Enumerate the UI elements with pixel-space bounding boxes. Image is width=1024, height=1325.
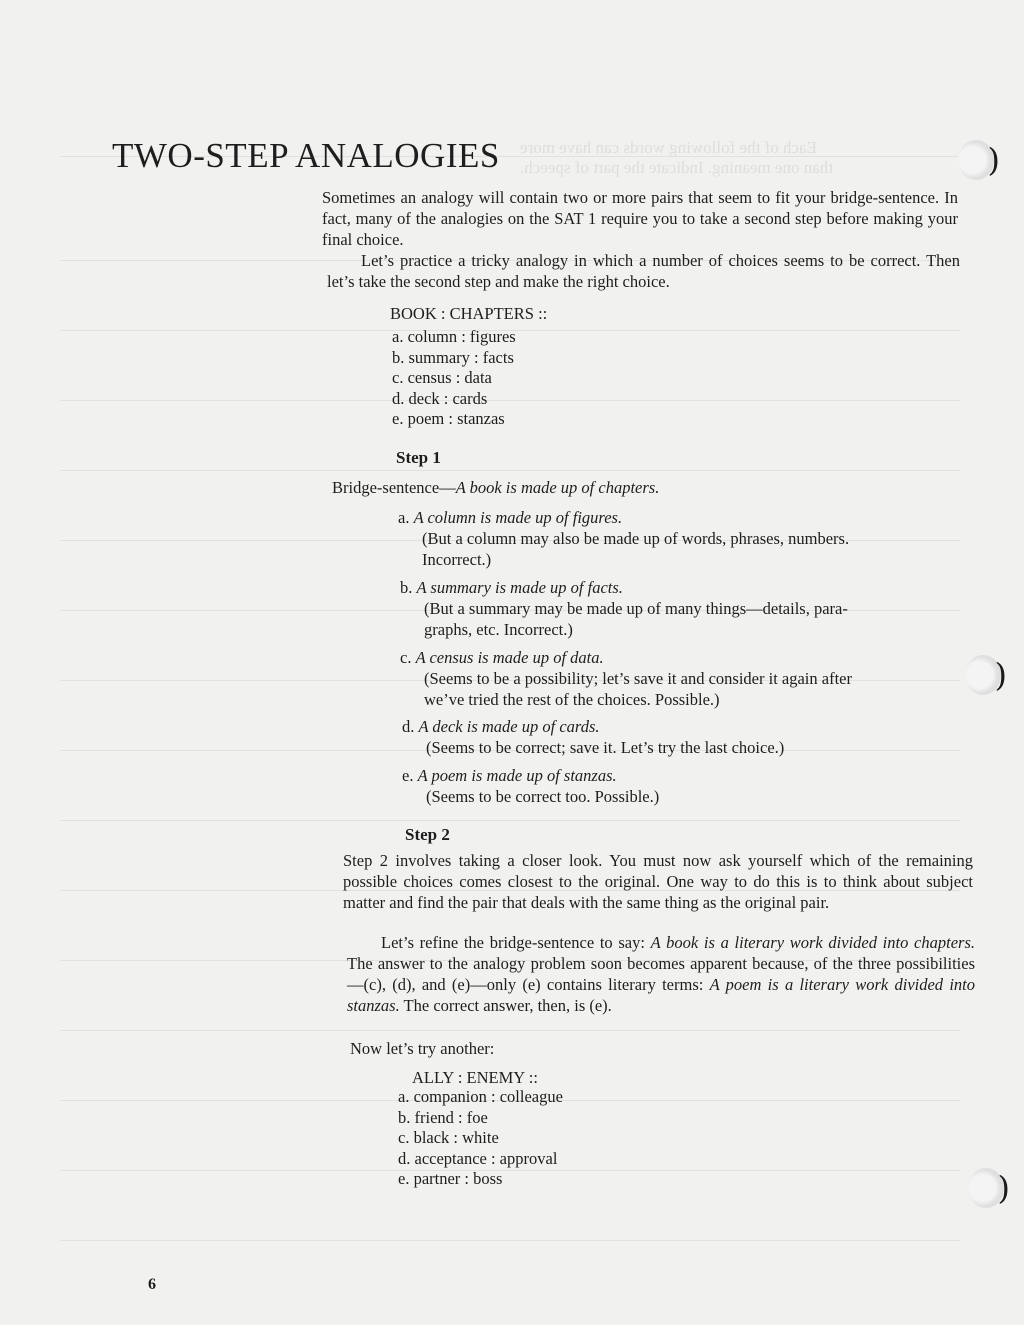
step-2-paragraph: Step 2 involves taking a closer look. You must now ask yourself which of the remaining possible choices comes closest to the original. One way to do this is to think about subject matter and find the pair that deals with the same thing as the original pair.: [343, 851, 973, 912]
answer-options: [392, 327, 516, 430]
answer-option: c. census : data: [392, 368, 492, 387]
answer-option: b. friend : foe: [398, 1107, 488, 1127]
step-1-heading: Step 1: [396, 448, 441, 467]
step-2-explanation: Let’s refine the bridge-sentence to say: A book is a literary work divided into chapters. The answer to the analogy problem soon becomes apparent because, of the three possibilities—(c), (d), and (e)—only (e) contains literary terms: A poem is a literary work divided into stanzas. The correct answer, then, is (e).: [347, 933, 975, 1015]
another-lead: Now let’s try another:: [350, 1039, 495, 1058]
answer-option: d. acceptance : approval: [398, 1148, 558, 1168]
analogy-stem-2: ALLY : ENEMY ::: [412, 1068, 538, 1087]
answer-option: a. companion : colleague: [398, 1087, 563, 1106]
answer-option: b. summary : facts: [392, 347, 514, 367]
choice-explanation: a. A column is made up of figures. (But a column may also be made up of words, phrases, numbers. Incorrect.): [398, 508, 850, 569]
answer-option: e. partner : boss: [398, 1169, 503, 1188]
bridge-sentence: Bridge-sentence—A book is made up of chapters.: [332, 478, 660, 497]
binder-ring-icon: ): [968, 1168, 1004, 1208]
binder-ring-icon: ): [965, 655, 1001, 695]
answer-option: e. poem : stanzas: [392, 409, 505, 428]
page-number: 6: [148, 1276, 156, 1293]
answer-options-2: [398, 1087, 563, 1190]
intro-paragraph-2: Let’s practice a tricky analogy in which a number of choices seems to be correct. Then let’s take the second step and make the right choice.: [327, 251, 960, 291]
step-2-heading: Step 2: [405, 825, 450, 844]
intro-paragraph: Sometimes an analogy will contain two or more pairs that seem to fit your bridge-sentence. In fact, many of the analogies on the SAT 1 require you to take a second step before making your final choice.: [322, 188, 958, 249]
choice-explanation: d. A deck is made up of cards. (Seems to be correct; save it. Let’s try the last choice.): [402, 717, 785, 757]
page-title: TWO-STEP ANALOGIES: [112, 136, 500, 175]
analogy-stem: BOOK : CHAPTERS ::: [390, 304, 548, 323]
binder-ring-icon: ): [958, 140, 994, 180]
answer-option: a. column : figures: [392, 327, 516, 346]
choice-explanation: c. A census is made up of data. (Seems to be a possibility; let’s save it and consider it again after we’ve tried the rest of the choices. Possible.): [400, 648, 852, 709]
choice-explanation: e. A poem is made up of stanzas. (Seems to be correct too. Possible.): [402, 766, 660, 806]
answer-option: c. black : white: [398, 1128, 499, 1147]
answer-option: d. deck : cards: [392, 388, 488, 408]
choice-explanation: b. A summary is made up of facts. (But a summary may be made up of many things—details, para- graphs, etc. Incorrect.): [400, 578, 848, 639]
bleed-through-background: Each of the following words can have more than one meaning. Indicate the part of speech.: [0, 0, 1024, 1325]
